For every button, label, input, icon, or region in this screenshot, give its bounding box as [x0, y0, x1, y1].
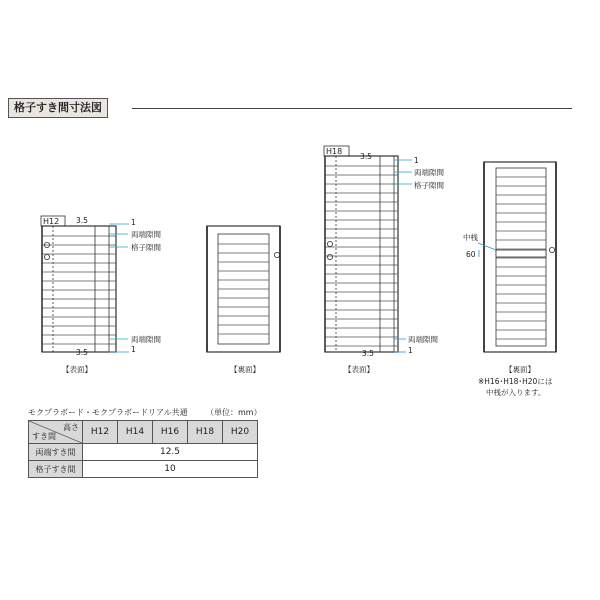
dim-bottom: 3.5 [76, 348, 88, 357]
gap-spec-table [28, 420, 258, 478]
dim-mid-rail: 60 [466, 250, 476, 259]
dim-bottom-right: 1 [131, 345, 136, 354]
caption: 【裏面】 [505, 365, 535, 374]
drawing-h12-front [41, 216, 161, 374]
caption: 【表面】 [62, 365, 92, 374]
column-header: H18 [188, 421, 223, 444]
corner-label-gap: すき間 [32, 432, 56, 441]
table-row [29, 444, 258, 461]
section-title: 格子すき間寸法図 [8, 98, 108, 118]
caption: 【表面】 [344, 365, 374, 374]
label-end-gap-bottom: 両端隙間 [408, 335, 438, 344]
note-line-1: ※H16･H18･H20には [478, 377, 553, 386]
mid-rail [496, 250, 546, 257]
label-end-gap-top: 両端隙間 [131, 230, 161, 239]
spec-table-unit: （単位：mm） [206, 408, 262, 417]
column-header: H20 [223, 421, 258, 444]
dim-top-right: 1 [414, 156, 419, 165]
table-row [29, 461, 258, 478]
drawing-back-small [207, 226, 280, 374]
column-header: H12 [83, 421, 118, 444]
row-label: 格子すき間 [29, 461, 83, 478]
column-header: H14 [118, 421, 153, 444]
dim-top: 3.5 [360, 152, 372, 161]
drawing-back-large [463, 162, 556, 397]
dim-bottom: 3.5 [362, 349, 374, 358]
spec-table-title: モクプラボード・モクプラボードリアル共通 [28, 408, 188, 417]
table-header-row [29, 421, 258, 444]
dim-bottom-right: 1 [408, 346, 413, 355]
label-end-gap-bottom: 両端隙間 [131, 335, 161, 344]
label-end-gap-top: 両端隙間 [414, 168, 444, 177]
dim-top: 3.5 [76, 216, 88, 225]
size-tag: H12 [43, 217, 60, 226]
corner-label-height: 高さ [63, 423, 79, 432]
caption: 【裏面】 [230, 365, 260, 374]
size-tag: H18 [326, 147, 343, 156]
drawing-h18-front [324, 146, 444, 374]
label-mid-rail: 中桟 [463, 233, 478, 242]
corner-diagonal [29, 421, 82, 443]
dim-top-right: 1 [131, 218, 136, 227]
row-value: 10 [83, 461, 258, 478]
label-lattice-gap: 格子隙間 [414, 181, 444, 190]
label-lattice-gap: 格子隙間 [131, 243, 161, 252]
column-header: H16 [153, 421, 188, 444]
row-value: 12.5 [83, 444, 258, 461]
table-corner-cell [29, 421, 83, 444]
row-label: 両端すき間 [29, 444, 83, 461]
note-line-2: 中桟が入ります。 [486, 388, 546, 397]
